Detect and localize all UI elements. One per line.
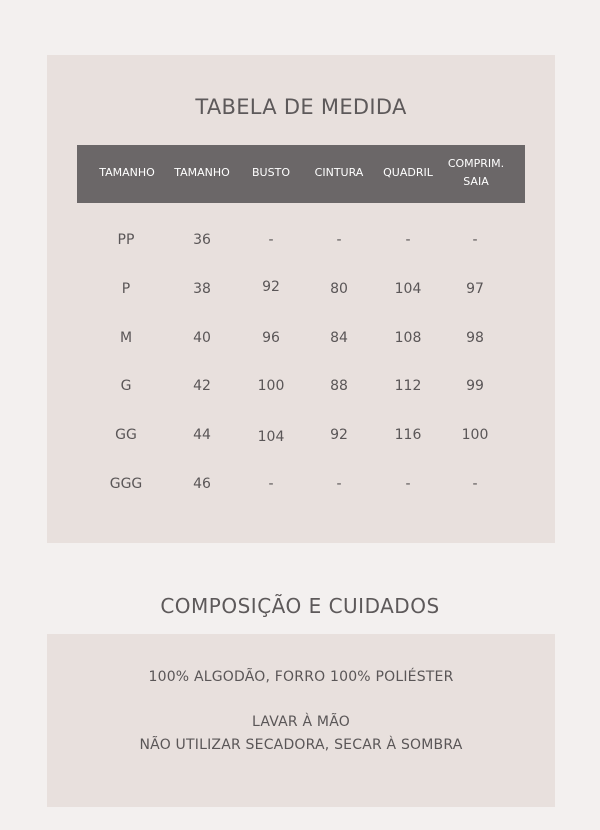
care-wash: LAVAR À MÃO [252,714,350,730]
row-gg-waist: 92 [330,427,348,443]
row-pp-size: PP [117,232,135,248]
row-gg-bust: 104 [257,429,285,445]
row-g-hip: 112 [394,378,422,394]
row-pp-hip: - [405,232,411,248]
row-p-number: 38 [193,281,211,297]
row-ggg-number: 46 [193,476,211,492]
header-length-line-2: SAIA [463,175,489,188]
row-gg-number: 44 [193,427,211,443]
row-g-waist: 88 [330,378,348,394]
row-p-bust: 92 [262,279,280,295]
row-pp-length: - [472,232,478,248]
header-size-number: TAMANHO [174,166,230,179]
row-p-size: P [121,281,131,297]
composition-title: COMPOSIÇÃO E CUIDADOS [160,594,440,618]
header-length [448,155,504,191]
row-m-bust: 96 [262,330,280,346]
composition-panel [47,634,555,807]
row-m-size: M [119,330,133,346]
header-waist: CINTURA [314,166,364,179]
row-pp-bust: - [268,232,274,248]
row-m-number: 40 [193,330,211,346]
row-g-number: 42 [193,378,211,394]
row-ggg-waist: - [336,476,342,492]
row-gg-length: 100 [461,427,489,443]
care-dry: NÃO UTILIZAR SECADORA, SECAR À SOMBRA [139,737,463,753]
row-gg-size: GG [115,427,137,443]
composition-material: 100% ALGODÃO, FORRO 100% POLIÉSTER [148,669,454,685]
row-g-size: G [120,378,132,394]
row-pp-number: 36 [193,232,211,248]
header-hip: QUADRIL [383,166,433,179]
header-length-line-1: COMPRIM. [447,157,505,170]
row-m-hip: 108 [394,330,422,346]
size-table-panel [47,55,555,543]
row-p-waist: 80 [330,281,348,297]
row-p-hip: 104 [394,281,422,297]
size-table-title: TABELA DE MEDIDA [195,95,407,119]
header-bust: BUSTO [252,166,290,179]
row-m-waist: 84 [330,330,348,346]
row-gg-hip: 116 [394,427,422,443]
size-table-header [77,145,525,203]
row-ggg-hip: - [405,476,411,492]
header-size-letter: TAMANHO [99,166,155,179]
row-p-length: 97 [466,281,484,297]
row-g-bust: 100 [257,378,285,394]
row-ggg-size: GGG [109,476,143,492]
row-ggg-bust: - [268,476,274,492]
row-m-length: 98 [466,330,484,346]
row-pp-waist: - [336,232,342,248]
row-ggg-length: - [472,476,478,492]
row-g-length: 99 [466,378,484,394]
